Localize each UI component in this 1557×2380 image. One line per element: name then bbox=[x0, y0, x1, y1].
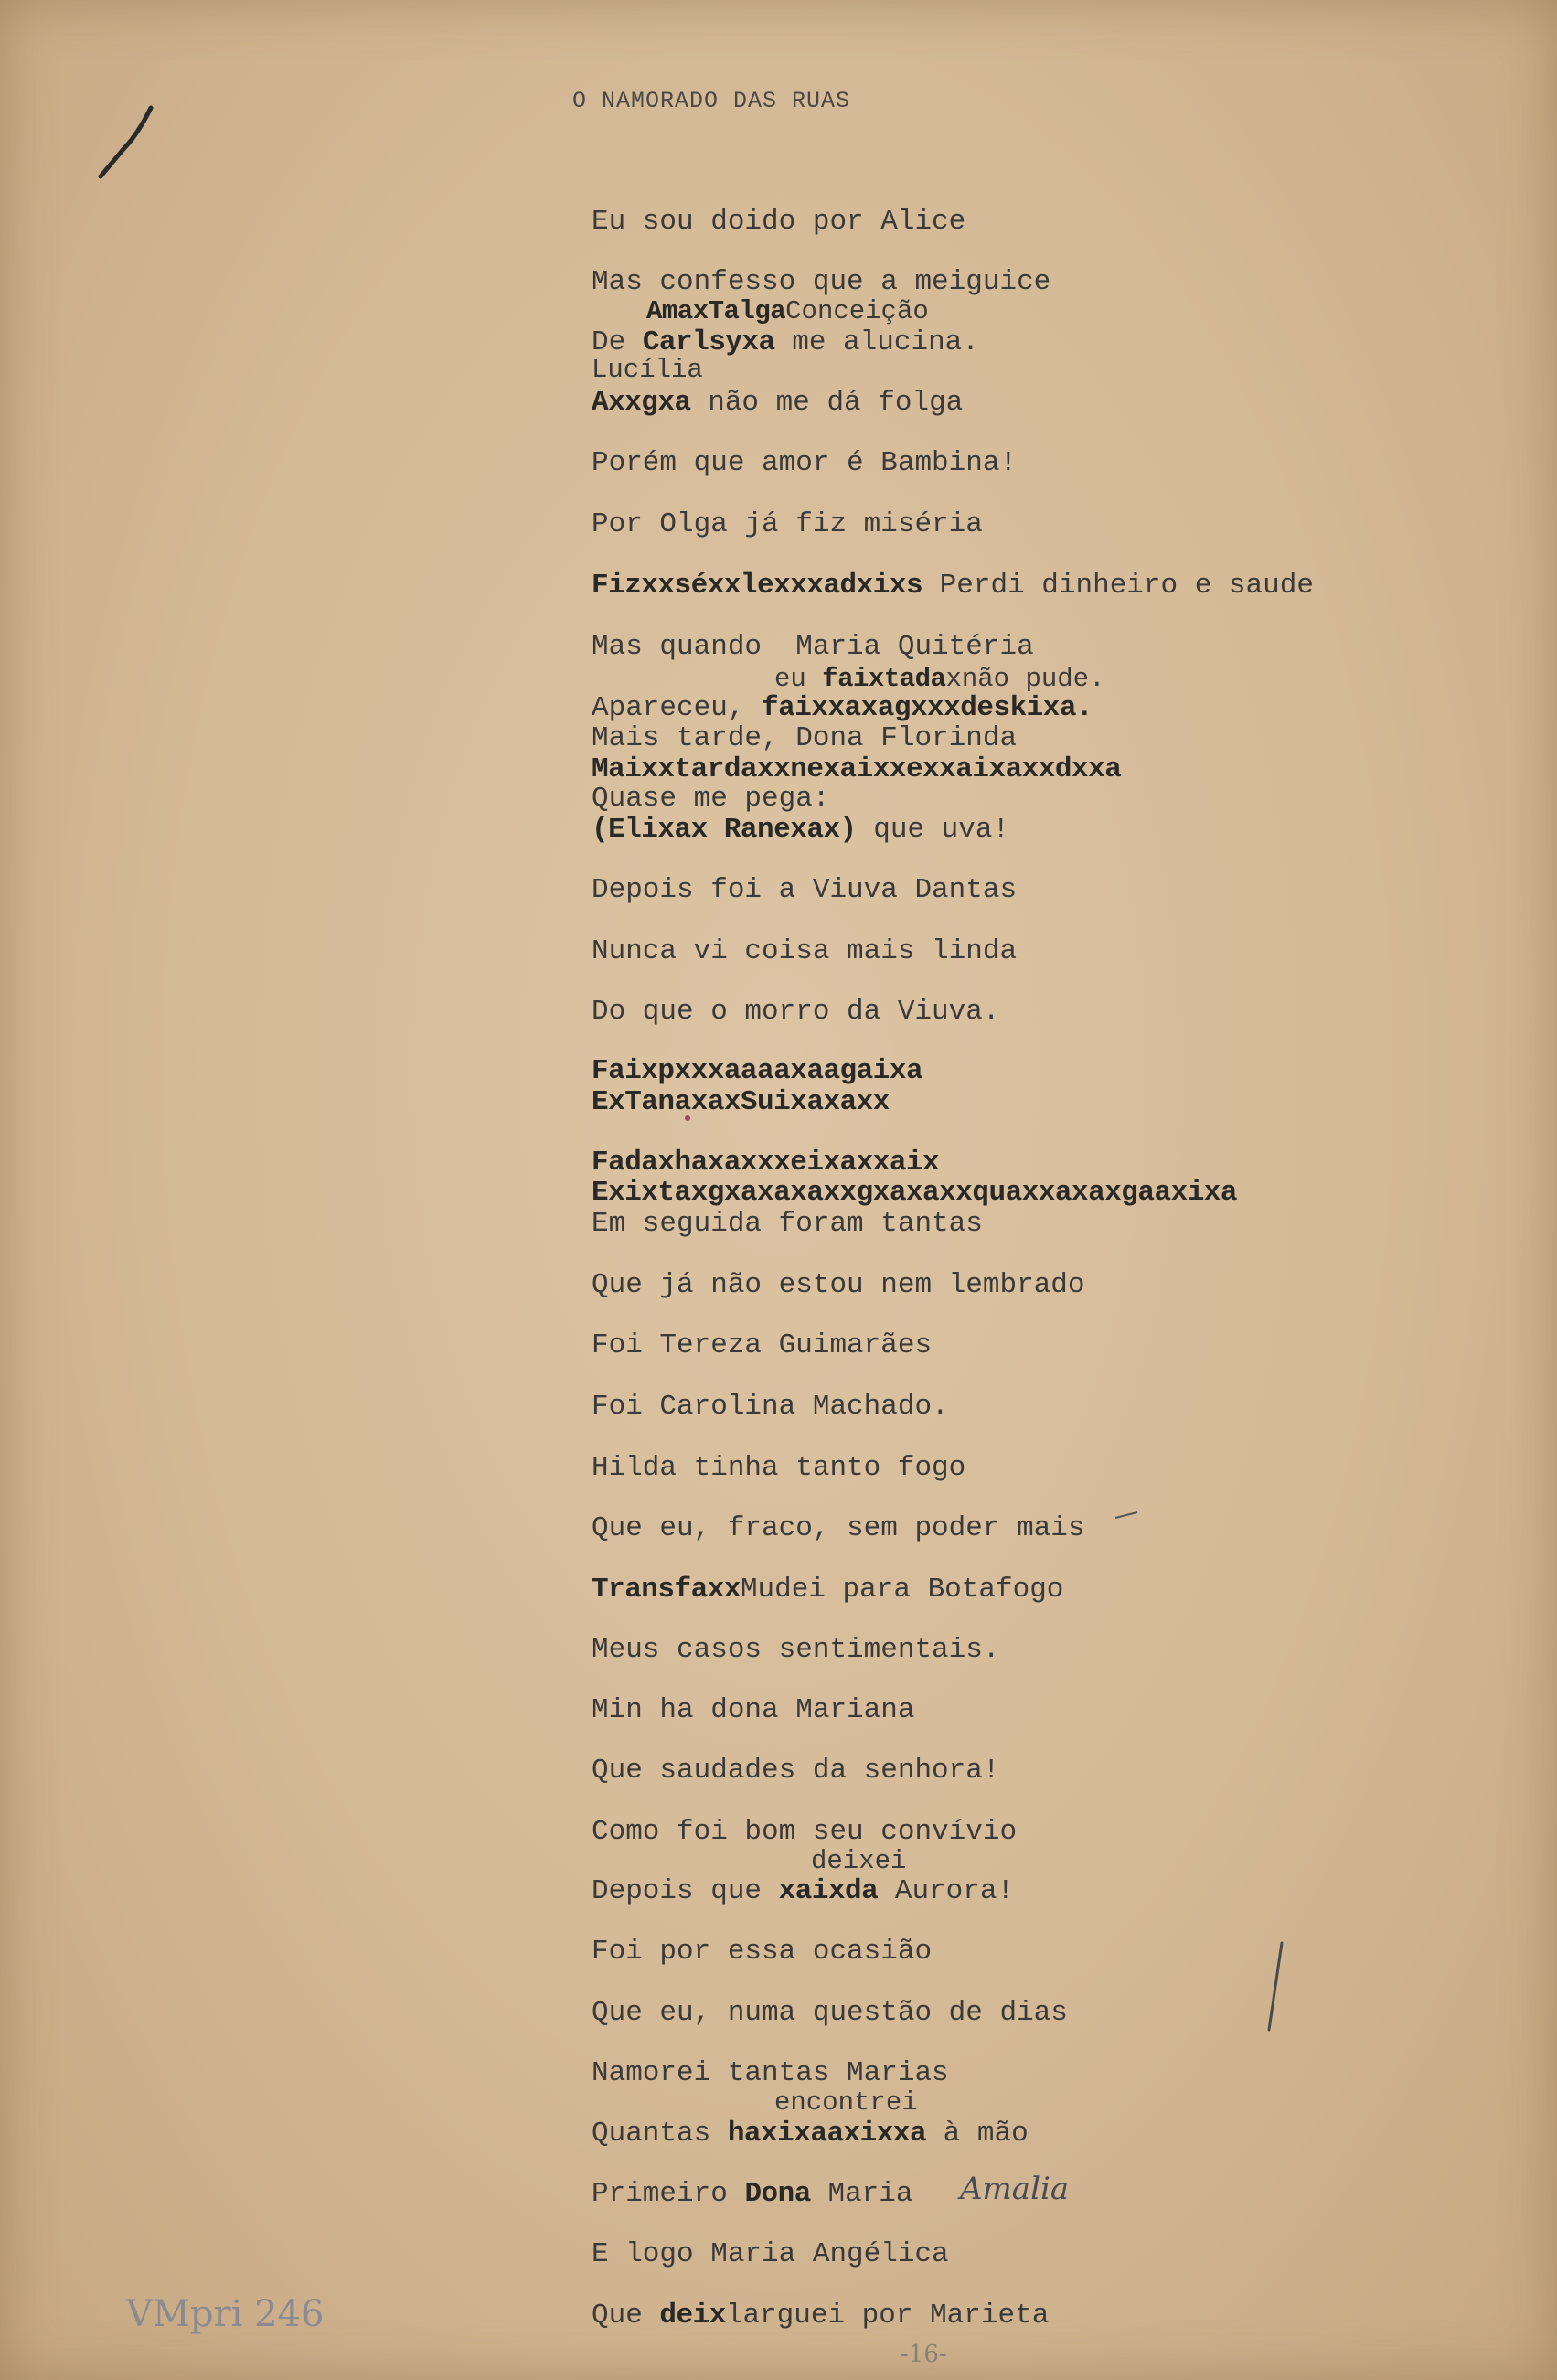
poem-line: Axxgxa não me dá folga bbox=[592, 387, 964, 419]
struck-text: Dona bbox=[744, 2178, 811, 2210]
struck-text: faixtada bbox=[822, 664, 946, 694]
poem-line bbox=[592, 1056, 922, 1087]
struck-text: Fizxxséxxlexxxadxixs bbox=[592, 570, 923, 602]
struck-text: deix bbox=[659, 2300, 726, 2332]
poem-line: Depois foi a Viuva Dantas bbox=[592, 874, 1018, 906]
inserted-text: Conceição bbox=[785, 296, 929, 326]
poem-line: Porém que amor é Bambina! bbox=[592, 447, 1018, 479]
poem-line: Que saudades da senhora! bbox=[592, 1755, 1000, 1787]
struck-text: xaixda bbox=[778, 1875, 879, 1907]
poem-line: Que eu, numa questão de dias bbox=[592, 1997, 1068, 2029]
struck-text: faixxaxagxxxdeskixa. bbox=[762, 692, 1093, 724]
ink-mark bbox=[87, 99, 160, 181]
typed-insertion bbox=[646, 296, 929, 327]
poem-line: Quantas haxixaaxixxa à mão bbox=[592, 2118, 1029, 2150]
tick-mark bbox=[1114, 1509, 1141, 1521]
poem-line bbox=[592, 1087, 890, 1118]
poem-line: Fizxxséxxlexxxadxixs Perdi dinheiro e saude bbox=[592, 570, 1314, 602]
poem-line bbox=[592, 1147, 939, 1179]
poem-line: De Carlsyxa me alucina. bbox=[592, 326, 979, 358]
poem-title: O NAMORADO DAS RUAS bbox=[572, 88, 851, 114]
poem-line: Que já não estou nem lembrado bbox=[592, 1269, 1085, 1301]
struck-text: haxixaaxixxa bbox=[727, 2118, 927, 2150]
poem-line: Hilda tinha tanto fogo bbox=[592, 1452, 966, 1484]
poem-line: Mas confesso que a meiguice bbox=[592, 266, 1051, 298]
poem-line: E logo Maria Angélica bbox=[592, 2238, 949, 2270]
poem-line: Foi Tereza Guimarães bbox=[592, 1329, 933, 1361]
struck-text: Carlsyxa bbox=[642, 326, 775, 358]
struck-text: Exixtaxgxaxaxaxxgxaxaxxquaxxaxaxgaaxixa bbox=[592, 1177, 1238, 1209]
archive-reference: VMpri 246 bbox=[126, 2293, 325, 2335]
poem-line: TransfaxxMudei para Botafogo bbox=[592, 1574, 1064, 1606]
poem-line: Apareceu, faixxaxagxxxdeskixa. bbox=[592, 692, 1093, 724]
typed-insertion: Lucília bbox=[592, 355, 703, 385]
struck-text: Axxgxa bbox=[592, 387, 691, 419]
struck-text: Transfaxx bbox=[592, 1574, 741, 1606]
typed-insertion: deixei bbox=[811, 1846, 907, 1876]
poem-line: Quase me pega: bbox=[592, 783, 830, 815]
poem-line: Que eu, fraco, sem poder mais bbox=[592, 1512, 1085, 1544]
struck-text: ExTanaxaxSuixaxaxx bbox=[592, 1086, 890, 1118]
poem-line: Nunca vi coisa mais linda bbox=[592, 935, 1018, 967]
poem-line: Que deixlarguei por Marieta bbox=[592, 2300, 1050, 2332]
poem-line bbox=[592, 1178, 1237, 1209]
poem-line: Do que o morro da Viuva. bbox=[592, 996, 1000, 1028]
struck-text: (Elixax Ranexax) bbox=[592, 814, 857, 846]
poem-line: Primeiro Dona Maria bbox=[592, 2178, 931, 2210]
poem-line: Mais tarde, Dona Florinda bbox=[592, 722, 1018, 754]
struck-text: AmaxTalga bbox=[646, 296, 786, 326]
poem-line: Foi Carolina Machado. bbox=[592, 1391, 949, 1423]
struck-text: Fadaxhaxaxxxeixaxxaix bbox=[592, 1147, 940, 1179]
poem-line: Como foi bom seu convívio bbox=[592, 1816, 1018, 1848]
poem-line: Depois que xaixda Aurora! bbox=[592, 1875, 1015, 1907]
poem-line: (Elixax Ranexax) que uva! bbox=[592, 814, 1010, 846]
poem-line: Em seguida foram tantas bbox=[592, 1208, 983, 1240]
poem-line: Namorei tantas Marias bbox=[592, 2057, 949, 2089]
poem-line bbox=[592, 754, 1121, 785]
struck-text: Faixpxxxaaaaxaagaixa bbox=[592, 1055, 923, 1087]
struck-text: Maixxtardaxxnexaixxexxaixaxxdxxa bbox=[592, 753, 1122, 785]
poem-line: Meus casos sentimentais. bbox=[592, 1634, 1000, 1666]
poem-line: Eu sou doido por Alice bbox=[592, 206, 966, 238]
poem-line: Mas quando Maria Quitéria bbox=[592, 631, 1034, 663]
poem-line: Por Olga já fiz miséria bbox=[592, 508, 983, 540]
typed-insertion: eu faixtadaxnão pude. bbox=[774, 664, 1105, 694]
page-number: -16- bbox=[901, 2341, 947, 2368]
typed-insertion: encontrei bbox=[774, 2087, 918, 2118]
pencil-stroke bbox=[1262, 1938, 1289, 2039]
handwritten-name: Amalia bbox=[960, 2171, 1070, 2207]
poem-line: Min ha dona Mariana bbox=[592, 1694, 915, 1726]
poem-line: Foi por essa ocasião bbox=[592, 1936, 933, 1968]
